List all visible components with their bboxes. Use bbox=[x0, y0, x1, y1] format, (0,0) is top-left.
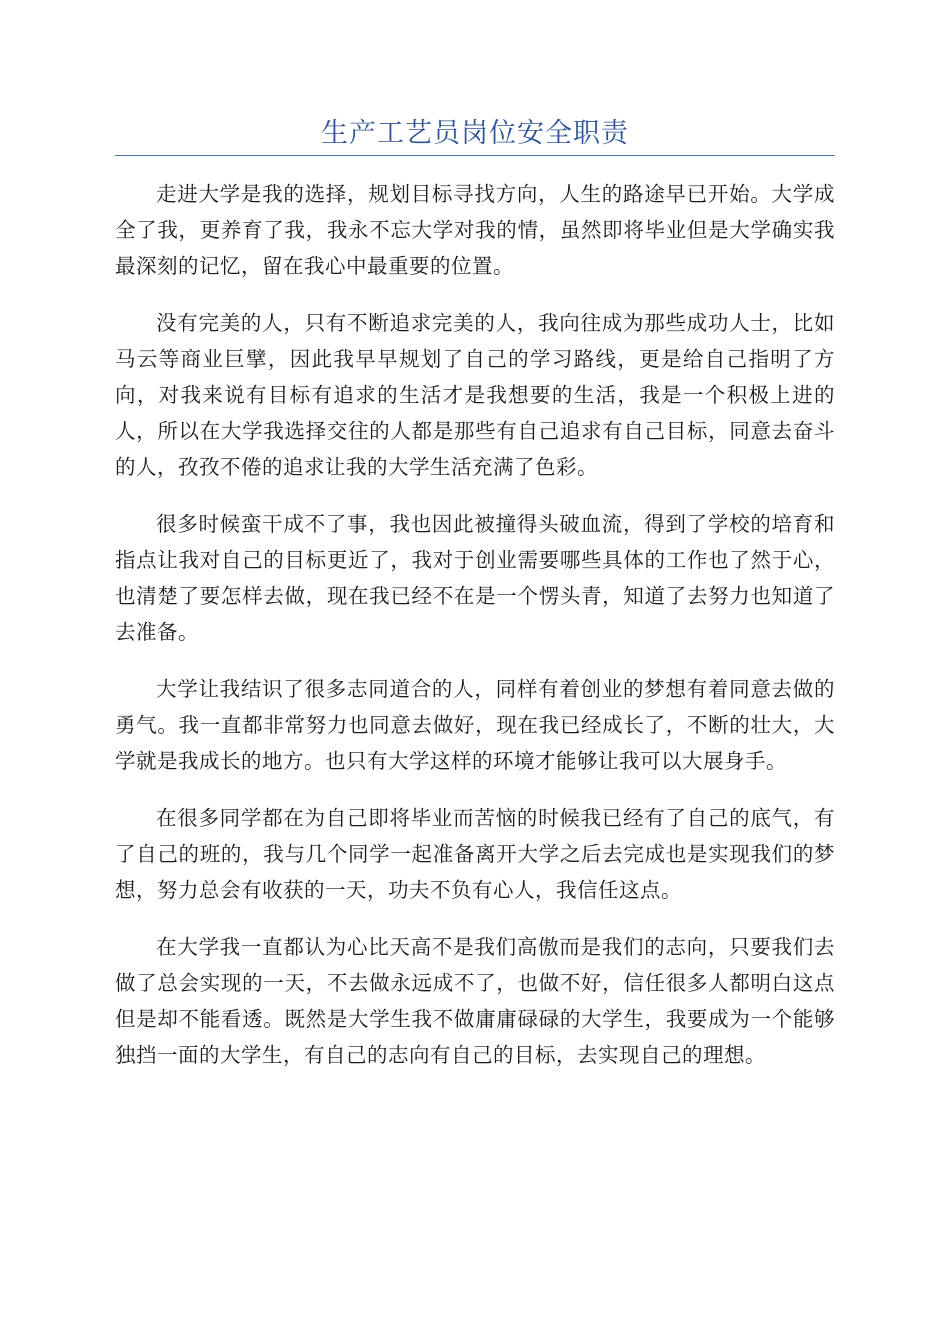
paragraph-3: 很多时候蛮干成不了事，我也因此被撞得头破血流，得到了学校的培育和指点让我对自己的目标更近了，我对于创业需要哪些具体的工作也了然于心，也清楚了要怎样去做，现在我已经不在是一个愣头青，知道了去努力也知道了去准备。 bbox=[115, 512, 835, 644]
paragraph-2: 没有完美的人，只有不断追求完美的人，我向往成为那些成功人士，比如马云等商业巨擘，因此我早早规划了自己的学习路线，更是给自己指明了方向，对我来说有目标有追求的生活才是我想要的生活，我是一个积极上进的人，所以在大学我选择交往的人都是那些有自己追求有自己目标，同意去奋斗的人，孜孜不倦的追求让我的大学生活充满了色彩。 bbox=[115, 311, 835, 479]
page-title: 生产工艺员岗位安全职责 bbox=[321, 118, 629, 149]
paragraph-5: 在很多同学都在为自己即将毕业而苦恼的时候我已经有了自己的底气，有了自己的班的，我与几个同学一起准备离开大学之后去完成也是实现我们的梦想，努力总会有收获的一天，功夫不负有心人，我信任这点。 bbox=[115, 806, 835, 902]
document-body bbox=[115, 176, 835, 1094]
title-block bbox=[115, 110, 835, 156]
paragraph-4: 大学让我结识了很多志同道合的人，同样有着创业的梦想有着同意去做的勇气。我一直都非常努力也同意去做好，现在我已经成长了，不断的壮大，大学就是我成长的地方。也只有大学这样的环境才能够让我可以大展身手。 bbox=[115, 677, 835, 773]
paragraph-6: 在大学我一直都认为心比天高不是我们高傲而是我们的志向，只要我们去做了总会实现的一天，不去做永远成不了，也做不好，信任很多人都明白这点但是却不能看透。既然是大学生我不做庸庸碌碌的大学生，我要成为一个能够独挡一面的大学生，有自己的志向有自己的目标，去实现自己的理想。 bbox=[115, 935, 835, 1067]
paragraph-1: 走进大学是我的选择，规划目标寻找方向，人生的路途早已开始。大学成全了我，更养育了我，我永不忘大学对我的情，虽然即将毕业但是大学确实我最深刻的记忆，留在我心中最重要的位置。 bbox=[115, 182, 835, 278]
